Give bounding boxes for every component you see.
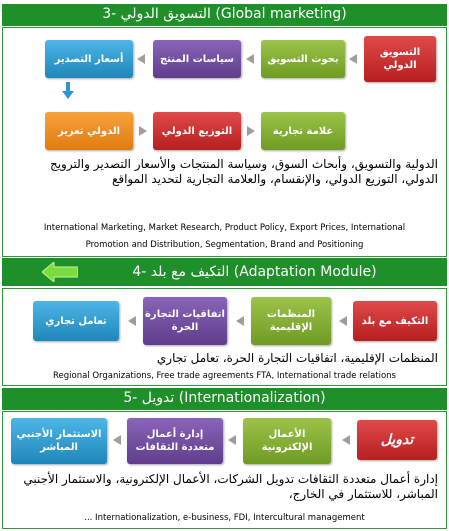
section-5-panel <box>2 411 447 529</box>
arrow-down-icon <box>62 91 74 99</box>
section-4-title-text: 4- التكيف مع بلد (Adaptation Module) <box>132 264 377 280</box>
section-4-panel <box>2 288 447 386</box>
box-country-adaptation: التكيف مع بلد <box>353 301 437 341</box>
box-export-prices: أسعار التصدير <box>45 40 133 78</box>
section-3-description-en-1: International Marketing, Market Research, Product Policy, Export Prices, International <box>43 223 406 233</box>
box-free-trade-agreements: اتفاقيات التجارة الحرة <box>143 297 227 345</box>
section-4-description-en: Regional Organizations, Free trade agreements FTA, International trade relations <box>52 371 396 381</box>
arrow-left-icon <box>342 435 350 445</box>
box-market-research: بحوث التسويق <box>261 40 345 78</box>
section-5-description-ar: إدارة أعمال متعددة الثقافات تدويل الشركات، الأعمال الإلكترونية، والاستثمار الأجنبي المباشر، للاستثمار في الخارج، <box>23 472 438 501</box>
section-3-panel <box>2 27 447 257</box>
section-4-title <box>2 258 447 286</box>
box-global-marketing: التسويق الدولي <box>364 36 436 82</box>
section-5-title: 5- تدويل (Internationalization) <box>2 388 447 410</box>
box-promotion: الدولي تعزيز <box>45 112 133 150</box>
arrow-right-icon <box>139 126 147 136</box>
arrow-left-icon <box>113 435 121 445</box>
arrow-left-icon <box>339 316 347 326</box>
arrow-left-icon <box>246 54 254 64</box>
arrow-left-icon <box>128 316 136 326</box>
arrow-right-icon <box>247 126 255 136</box>
box-regional-organizations: المنظمات الإقليمية <box>251 297 331 345</box>
section-3-title: 3- التسويق الدولي (Global marketing) <box>2 4 447 26</box>
box-internationalization: تدويل <box>357 420 437 460</box>
arrow-left-icon <box>137 54 145 64</box>
arrow-left-icon <box>236 316 244 326</box>
box-intl-distribution: التوزيع الدولي <box>153 112 241 150</box>
box-product-policy: سياسات المنتج <box>153 40 241 78</box>
box-brand: علامة تجارية <box>261 112 345 150</box>
section-5-description-en: ... Internationalization, e-business, FDI, Intercultural management <box>84 513 365 523</box>
section-4-description-ar: المنظمات الإقليمية، اتفاقيات التجارة الحرة، تعامل تجاري <box>156 351 438 365</box>
section-3-description-en-2: Promotion and Distribution, Segmentation, Brand and Positioning <box>85 240 364 250</box>
green-left-arrow-icon <box>42 262 78 282</box>
box-intercultural-management: إدارة أعمال متعددة الثقافات <box>127 418 223 464</box>
box-fdi: الاستثمار الأجنبي المباشر <box>11 418 107 464</box>
box-e-business: الأعمال الإلكترونية <box>243 418 331 464</box>
box-trade-dealing: تعامل تجاري <box>33 301 119 341</box>
section-3-description-ar: الدولية والتسويق، وأبحاث السوق، وسياسة المنتجات والأسعار التصدير والترويج الدولي، التوزيع الدولي، والإنقسام، والعلامة التجارية لتحديد المواقع <box>49 157 438 186</box>
arrow-left-icon <box>349 54 357 64</box>
arrow-left-icon <box>228 435 236 445</box>
